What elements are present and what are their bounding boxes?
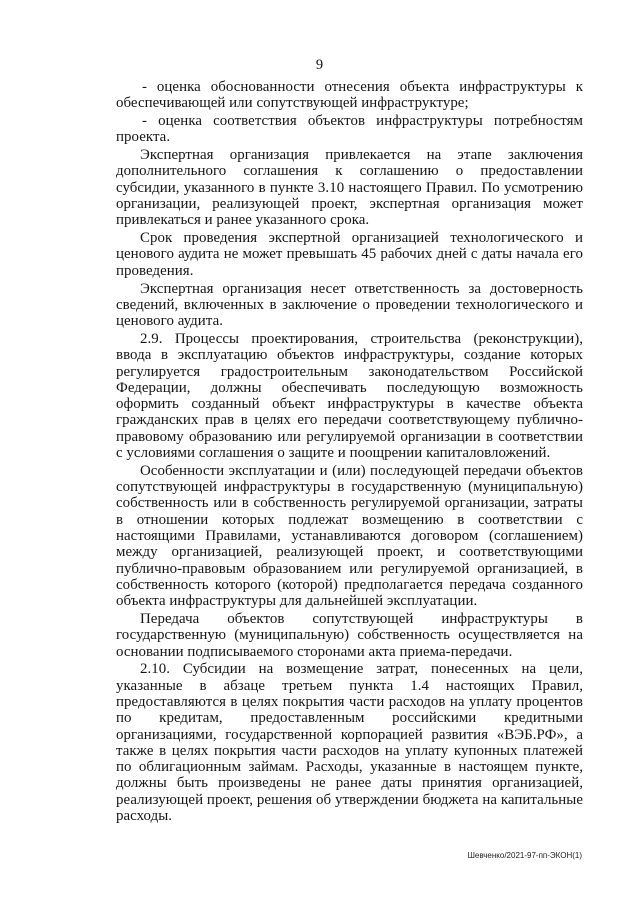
page-number: 9 — [315, 57, 324, 73]
paragraph-audit-deadline: Срок проведения экспертной организацией технологического и ценового аудита не может превышать 45 рабочих дней с даты начала его проведения. — [116, 230, 583, 279]
paragraph-section-2-9: 2.9. Процессы проектирования, строительства (реконструкции), ввода в эксплуатацию объектов инфраструктуры, создание которых регулируется градостроительным законодательством Российской Федерации, должны обеспечивать последующую возможность оформить созданный объект инфраструктуры в качестве объекта гражданских прав в целях его передачи соответствующему публично-правовому образованию или регулируемой организации в соответствии с условиями соглашения о защите и поощрении капиталовложений. — [116, 330, 583, 462]
paragraph-criteria-justification: - оценка обоснованности отнесения объекта инфраструктуры к обеспечивающей или сопутствующей инфраструктуре; — [116, 79, 583, 112]
paragraph-criteria-needs: - оценка соответствия объектов инфраструктуры потребностям проекта. — [116, 113, 583, 146]
paragraph-expert-responsibility: Экспертная организация несет ответственность за достоверность сведений, включенных в заключение о проведении технологического и ценового аудита. — [116, 280, 583, 330]
paragraph-expert-engagement: Экспертная организация привлекается на этапе заключения дополнительного соглашения к соглашению о предоставлении субсидии, указанного в пункте 3.10 настоящего Правил. По усмотрению организации, реализующей проект, экспертная организация может привлекаться и ранее указанного срока. — [116, 147, 583, 229]
paragraph-operation-transfer: Особенности эксплуатации и (или) последующей передачи объектов сопутствующей инфраструктуры в государственную (муниципальную) собственность или в собственность регулируемой организации, затраты в отношении которых подлежат возмещению в соответствии с настоящими Правилами, устанавливаются договором (соглашением) между организацией, реализующей проект, и соответствующими публично-правовым образованием или регулируемой организацией, в собственность которого (которой) предполагается передача созданного объекта инфраструктуры для дальнейшей эксплуатации. — [116, 462, 583, 610]
document-footer-reference: Шевченко/2021-97-пп-ЭКОН(1) — [467, 851, 582, 860]
document-body — [116, 79, 583, 826]
paragraph-transfer-act: Передача объектов сопутствующей инфраструктуры в государственную (муниципальную) собственность осуществляется на основании подписываемого сторонами акта приема-передачи. — [116, 611, 583, 660]
paragraph-section-2-10: 2.10. Субсидии на возмещение затрат, понесенных на цели, указанные в абзаце третьем пункта 1.4 настоящих Правил, предоставляются в целях покрытия части расходов на уплату процентов по кредитам, предоставленным российскими кредитными организациями, государственной корпорацией развития «ВЭБ.РФ», а также в целях покрытия части расходов на уплату купонных платежей по облигационным займам. Расходы, указанные в настоящем пункте, должны быть произведены не ранее даты принятия организацией, реализующей проект, решения об утверждении бюджета на капитальные расходы. — [116, 661, 583, 825]
